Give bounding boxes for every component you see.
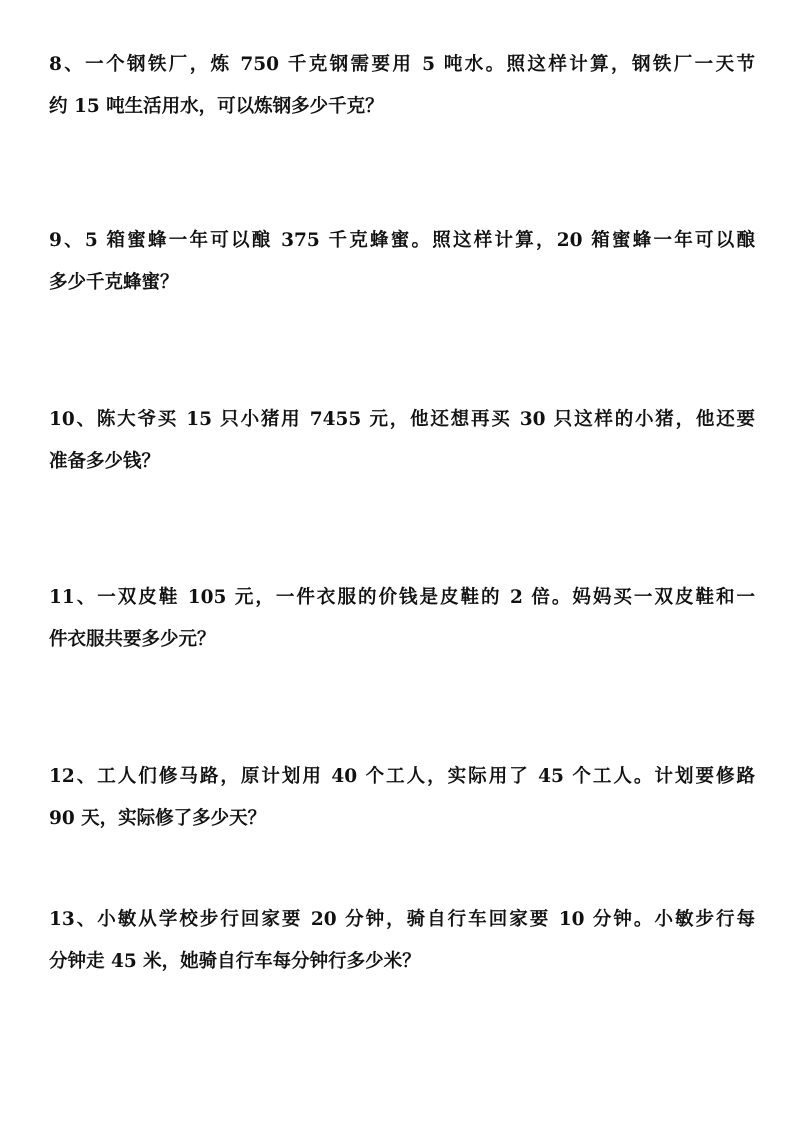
problem-9 xyxy=(49,220,755,304)
problem-9-line-1: 9、5 箱蜜蜂一年可以酿 375 千克蜂蜜。照这样计算，20 箱蜜蜂一年可以酿 xyxy=(49,230,755,251)
problem-8 xyxy=(49,44,755,128)
problem-8-line-2: 约 15 吨生活用水，可以炼钢多少千克？ xyxy=(49,96,384,117)
problem-10-line-1: 10、陈大爷买 15 只小猪用 7455 元，他还想再买 30 只这样的小猪，他还要 xyxy=(49,409,755,430)
problem-13-line-1: 13、小敏从学校步行回家要 20 分钟，骑自行车回家要 10 分钟。小敏步行每 xyxy=(49,909,755,930)
problem-9-line-2: 多少千克蜂蜜？ xyxy=(49,272,179,293)
problem-11 xyxy=(49,577,755,661)
problem-12 xyxy=(49,756,755,840)
problem-10-line-2: 准备多少钱？ xyxy=(49,451,161,472)
problem-12-line-2: 90 天，实际修了多少天？ xyxy=(49,808,267,829)
problem-13 xyxy=(49,899,755,983)
problem-10 xyxy=(49,399,755,483)
problem-11-line-1: 11、一双皮鞋 105 元，一件衣服的价钱是皮鞋的 2 倍。妈妈买一双皮鞋和一 xyxy=(49,587,755,608)
problem-13-line-2: 分钟走 45 米，她骑自行车每分钟行多少米？ xyxy=(49,951,421,972)
problem-8-line-1: 8、一个钢铁厂，炼 750 千克钢需要用 5 吨水。照这样计算，钢铁厂一天节 xyxy=(49,54,755,75)
problem-12-line-1: 12、工人们修马路，原计划用 40 个工人，实际用了 45 个工人。计划要修路 xyxy=(49,766,755,787)
problem-11-line-2: 件衣服共要多少元？ xyxy=(49,629,216,650)
